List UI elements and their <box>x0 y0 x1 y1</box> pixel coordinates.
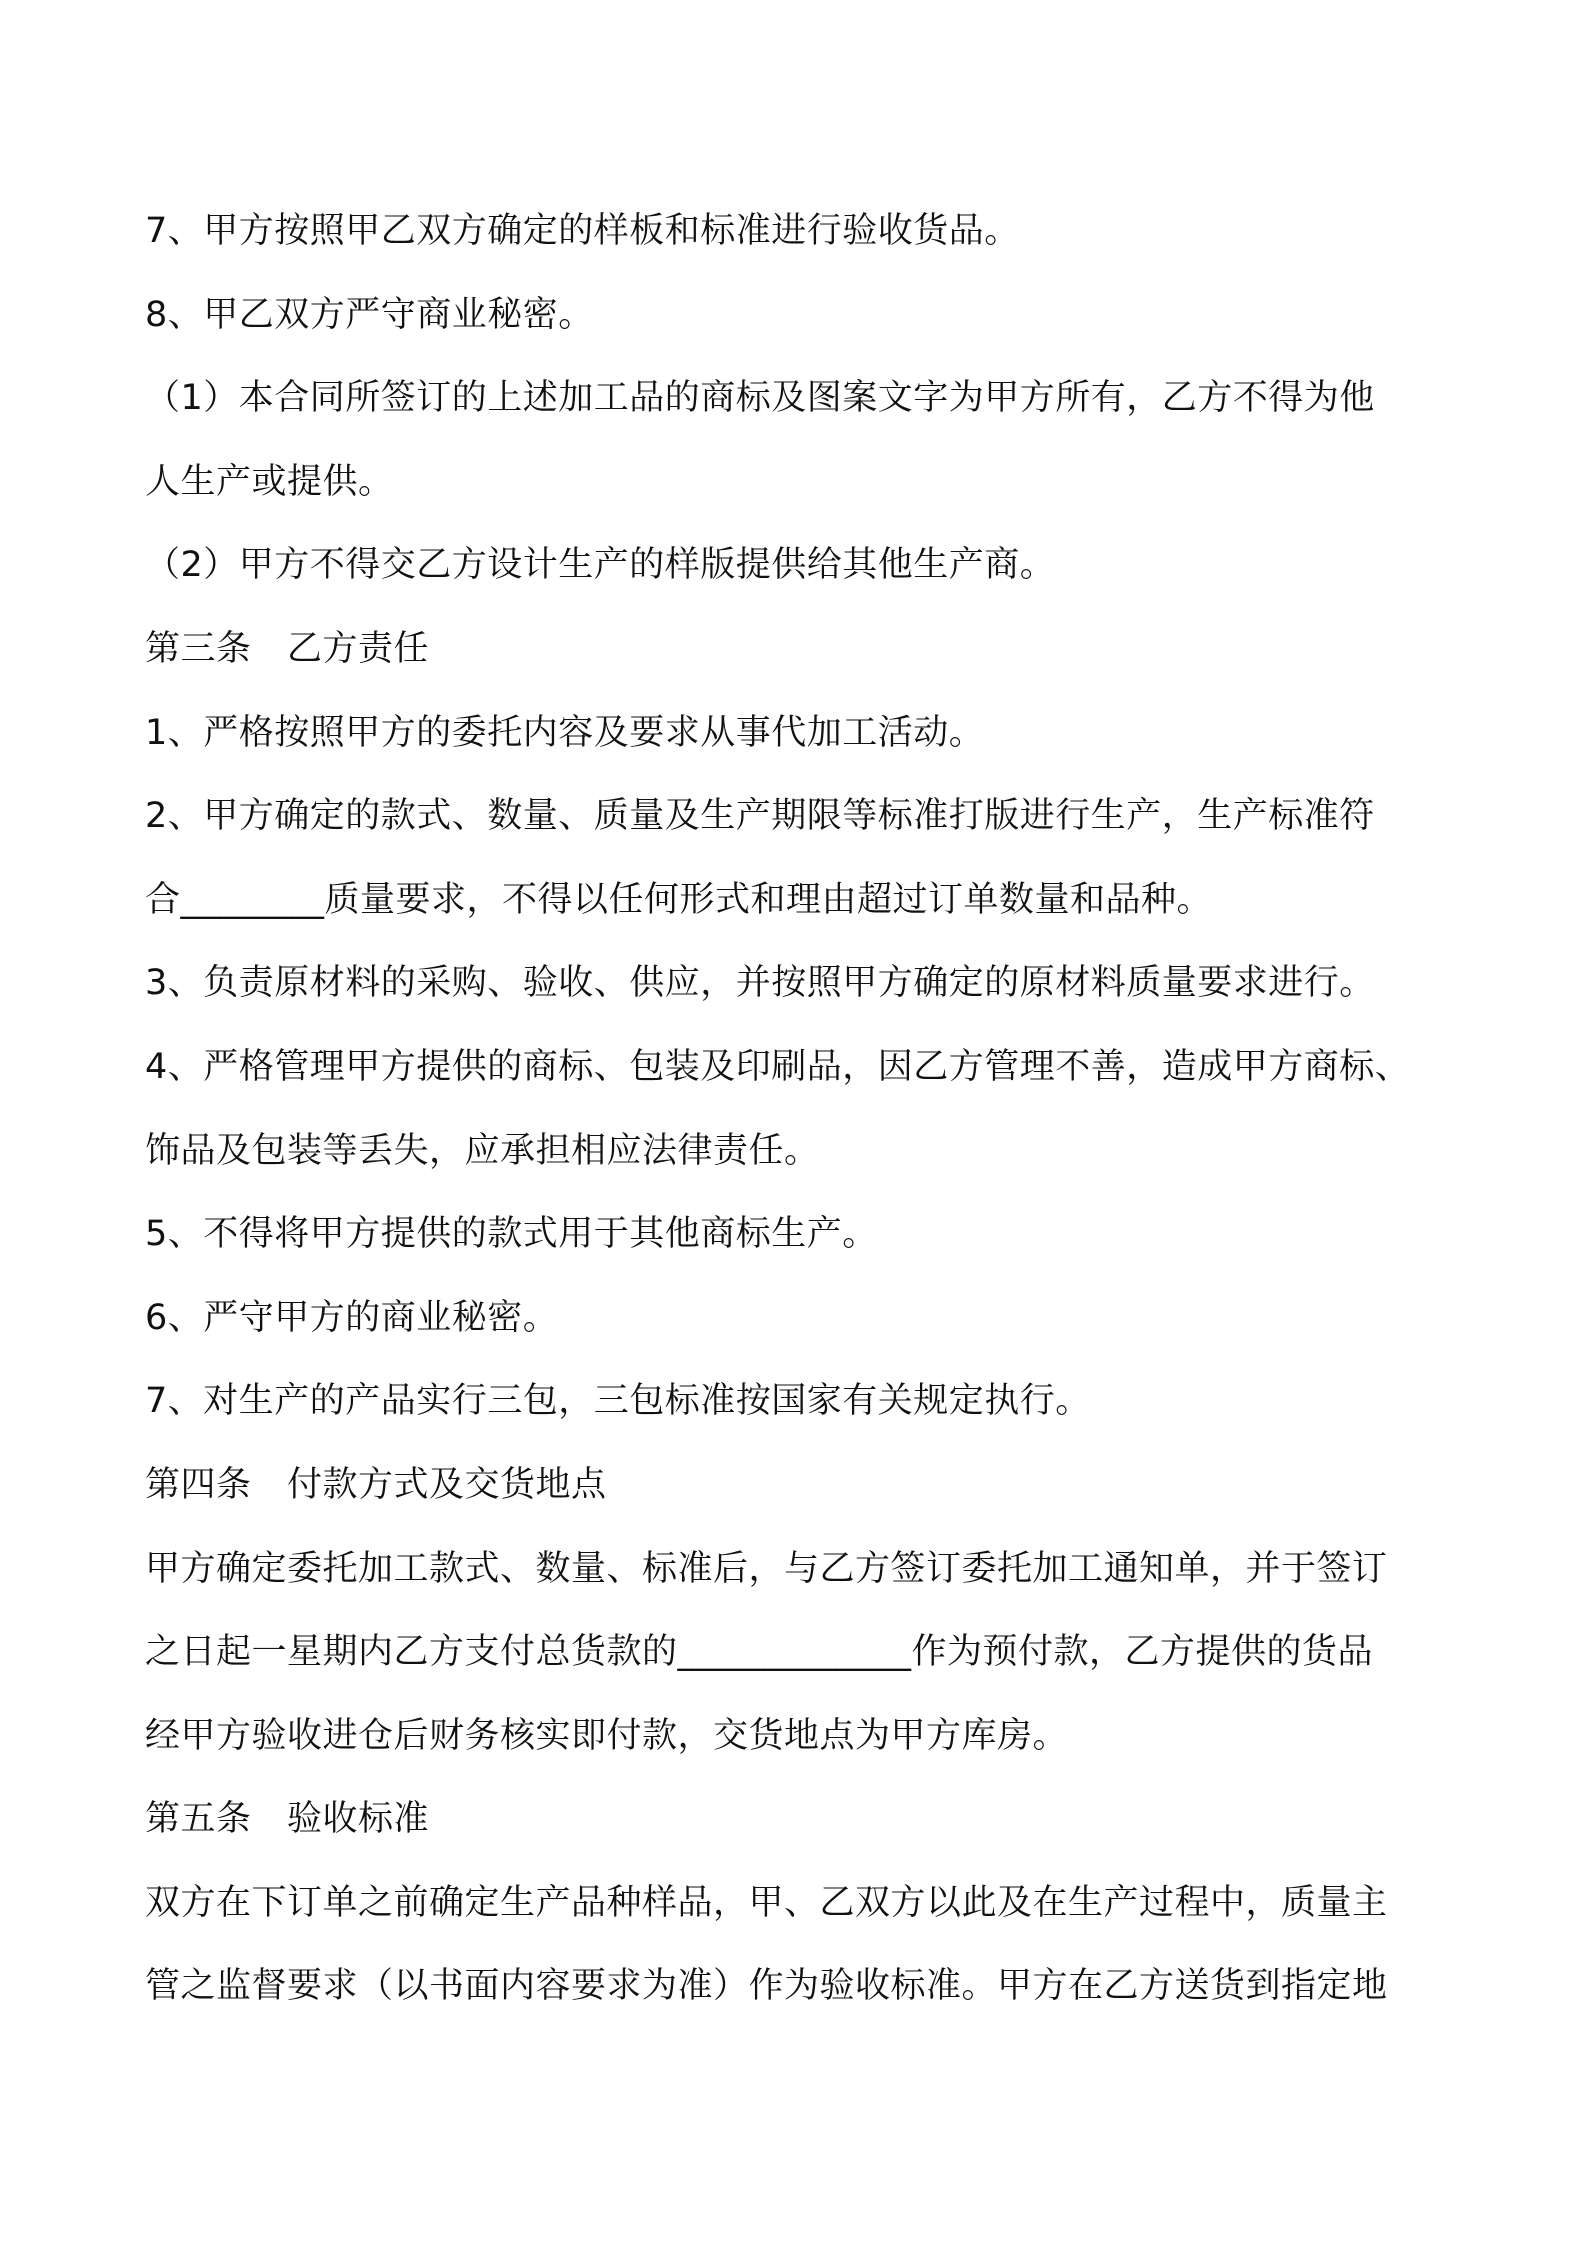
clause-b1-line: 1、严格按照甲方的委托内容及要求从事代加工活动。 <box>145 712 985 753</box>
clause-b6-line: 6、严守甲方的商业秘密。 <box>145 1297 559 1338</box>
payment-paragraph-line-2: 之日起一星期内乙方支付总货款的_____________作为预付款，乙方提供的货品 <box>145 1632 1374 1673</box>
clause-b4-line-2: 饰品及包装等丢失，应承担相应法律责任。 <box>145 1130 820 1171</box>
acceptance-paragraph-line-2: 管之监督要求（以书面内容要求为准）作为验收标准。甲方在乙方送货到指定地 <box>145 1966 1388 2007</box>
clause-a8-2-line: （2）甲方不得交乙方设计生产的样版提供给其他生产商。 <box>145 545 1056 586</box>
clause-a8-line: 8、甲乙双方严守商业秘密。 <box>145 294 594 335</box>
clause-b3-line: 3、负责原材料的采购、验收、供应，并按照甲方确定的原材料质量要求进行。 <box>145 963 1375 1004</box>
clause-b7-line: 7、对生产的产品实行三包，三包标准按国家有关规定执行。 <box>145 1381 1091 1422</box>
article-3-heading: 第三条 乙方责任 <box>145 628 430 669</box>
article-5-heading: 第五条 验收标准 <box>145 1799 430 1840</box>
clause-a8-1-line-1: （1）本合同所签订的上述加工品的商标及图案文字为甲方所有，乙方不得为他 <box>145 378 1375 419</box>
clause-a7-line: 7、甲方按照甲乙双方确定的样板和标准进行验收货品。 <box>145 211 1020 251</box>
article-4-heading: 第四条 付款方式及交货地点 <box>145 1464 607 1505</box>
payment-paragraph-line-1: 甲方确定委托加工款式、数量、标准后，与乙方签订委托加工通知单，并于签订 <box>145 1548 1388 1589</box>
clause-b4-line-1: 4、严格管理甲方提供的商标、包装及印刷品，因乙方管理不善，造成甲方商标、 <box>145 1046 1411 1087</box>
clause-b2-line-1: 2、甲方确定的款式、数量、质量及生产期限等标准打版进行生产，生产标准符 <box>145 796 1375 837</box>
clause-a8-1-line-2: 人生产或提供。 <box>145 461 394 502</box>
payment-paragraph-line-3: 经甲方验收进仓后财务核实即付款，交货地点为甲方库房。 <box>145 1715 1069 1756</box>
contract-body <box>145 190 1455 2029</box>
clause-b5-line: 5、不得将甲方提供的款式用于其他商标生产。 <box>145 1214 878 1255</box>
acceptance-paragraph-line-1: 双方在下订单之前确定生产品种样品，甲、乙双方以此及在生产过程中，质量主 <box>145 1882 1388 1923</box>
clause-b2-line-2: 合________质量要求，不得以任何形式和理由超过订单数量和品种。 <box>145 879 1213 920</box>
